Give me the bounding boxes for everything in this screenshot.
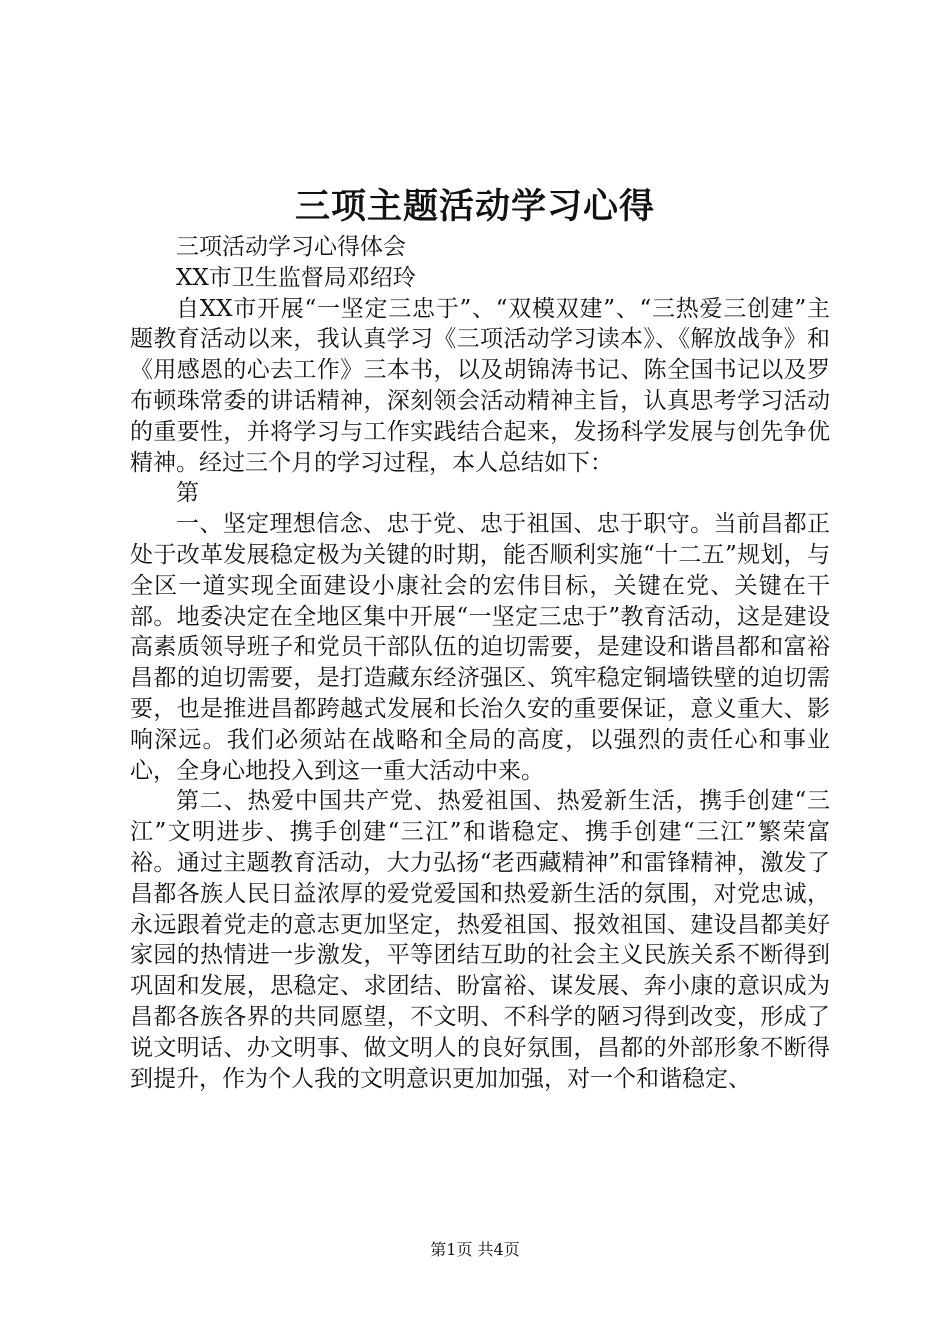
subtitle-paragraph: 三项活动学习心得体会 — [176, 234, 406, 260]
body-paragraph: 第二、热爱中国共产党、热爱祖国、热爱新生活，携手创建“三江”文明进步、携手创建“三江”和谐稳定、携手创建“三江”繁荣富裕。通过主题教育活动，大力弘扬“老西藏精神”和雷锋精神，激发了昌都各族人民日益浓厚的爱党爱国和热爱新生活的氛围，对党忠诚，永远跟着党走的意志更加坚定，热爱祖国、报效祖国、建设昌都美好家园的热情进一步激发，平等团结互助的社会主义民族关系不断得到巩固和发展，思稳定、求团结、盼富裕、谋发展、奔小康的意识成为昌都各族各界的共同愿望，不文明、不科学的陋习得到改变，形成了说文明话、办文明事、做文明人的良好氛围，昌都的外部形象不断得到提升，作为个人我的文明意识更加加强，对一个和谐稳定、 — [130, 788, 830, 1092]
body-paragraph: 一、坚定理想信念、忠于党、忠于祖国、忠于职守。当前昌都正处于改革发展稳定极为关键的时期，能否顺利实施“十二五”规划，与全区一道实现全面建设小康社会的宏伟目标，关键在党、关键在干部。地委决定在全地区集中开展“一坚定三忠于”教育活动，这是建设高素质领导班子和党员干部队伍的迫切需要，是建设和谐昌都和富裕昌都的迫切需要，是打造藏东经济强区、筑牢稳定铜墙铁壁的迫切需要，也是推进昌都跨越式发展和长治久安的重要保证，意义重大、影响深远。我们必须站在战略和全局的高度，以强烈的责任心和事业心，全身心地投入到这一重大活动中来。 — [130, 511, 830, 784]
page-number-footer: 第1页 共4页 — [430, 1240, 520, 1259]
body-paragraph: 第 — [176, 480, 199, 507]
document-title: 三项主题活动学习心得 — [294, 186, 655, 227]
document-body — [130, 232, 830, 1094]
author-paragraph: XX市卫生监督局邓绍玲 — [176, 264, 416, 291]
body-paragraph: 自XX市开展“一坚定三忠于”、“双模双建”、“三热爱三创建”主题教育活动以来，我认真学习《三项活动学习读本》、《解放战争》和《用感恩的心去工作》三本书，以及胡锦涛书记、陈全国书记以及罗布顿珠常委的讲话精神，深刻领会活动精神主旨，认真思考学习活动的重要性，并将学习与工作实践结合起来，发扬科学发展与创先争优精神。经过三个月的学习过程，本人总结如下： — [130, 295, 830, 476]
